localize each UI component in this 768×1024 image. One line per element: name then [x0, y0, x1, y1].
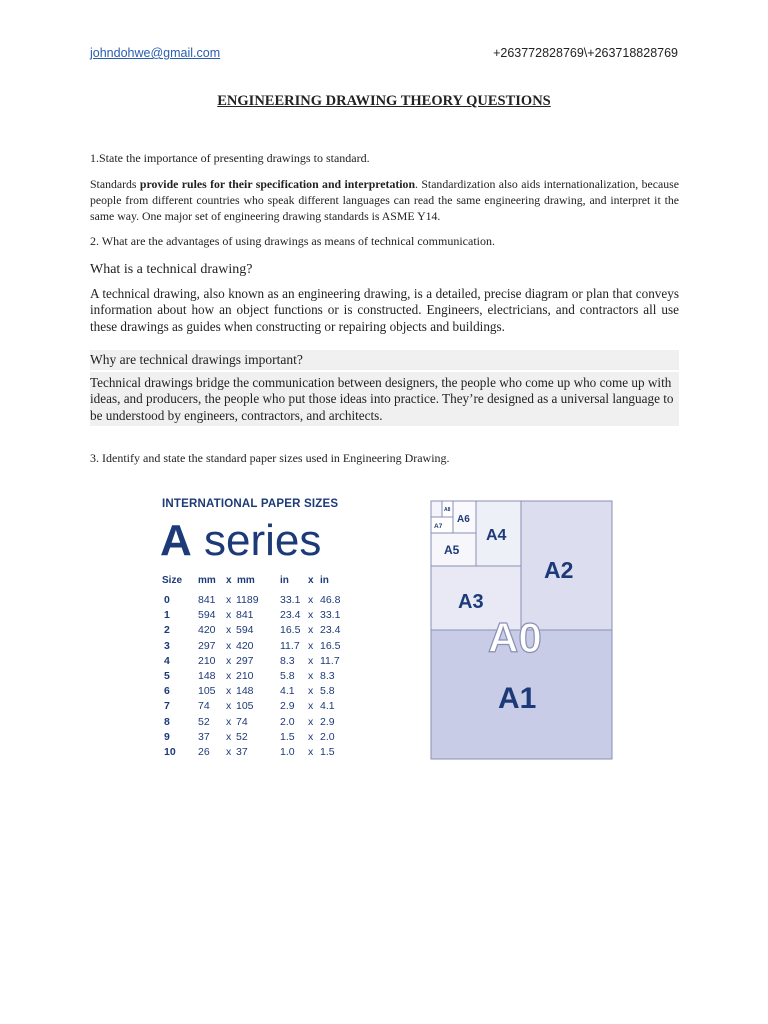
paper-table-cell: 2: [164, 624, 170, 637]
paper-table-cell: x: [308, 715, 314, 728]
paper-table-cell: 11.7: [320, 654, 340, 667]
paper-table-cell: 1.0: [280, 746, 295, 758]
paper-sizes-table-figure: [160, 498, 350, 768]
paper-table-row: [160, 685, 350, 700]
paper-table-cell: x: [226, 715, 232, 728]
paper-table-cell: 16.5: [280, 624, 301, 637]
answer-why-important: Technical drawings bridge the communication between designers, the people who come up who come up with ideas, and producers, the people who put those ideas into practice. They’re designed as a universal language to be understood by engineers, contractors, and architects.: [90, 375, 674, 423]
paper-table-cell: x: [226, 609, 232, 622]
paper-table-cell: 297: [198, 639, 216, 652]
a-series-letter: A: [160, 516, 192, 565]
page-title: ENGINEERING DRAWING THEORY QUESTIONS: [217, 93, 551, 109]
answer-1: [90, 176, 679, 224]
paper-table-cell: 8: [164, 715, 170, 728]
paper-table-cell: 5: [164, 670, 170, 682]
question-1: 1.State the importance of presenting drawings to standard.: [90, 151, 370, 165]
question-2: 2. What are the advantages of using drawings as means of technical communication.: [90, 234, 495, 248]
paper-table-header-cell: mm: [237, 575, 255, 586]
paper-table-cell: 1189: [236, 594, 259, 606]
paper-table-cell: 5.8: [320, 685, 335, 698]
paper-table-cell: 2.0: [280, 715, 295, 728]
paper-table-cell: 16.5: [320, 639, 341, 652]
paper-table-cell: x: [226, 685, 232, 698]
shade-divider: [90, 370, 679, 372]
paper-table-row: [160, 746, 350, 761]
paper-table-cell: x: [226, 730, 232, 743]
paper-table-cell: x: [308, 700, 314, 713]
paper-table-cell: x: [308, 685, 314, 698]
paper-table-cell: 8.3: [280, 654, 295, 667]
page-header: [90, 46, 678, 66]
label-a8: A8: [444, 507, 451, 513]
paper-table-header-cell: mm: [198, 575, 216, 586]
paper-table-cell: 2.9: [320, 715, 335, 728]
paper-table-cell: 33.1: [320, 609, 341, 622]
label-a4: A4: [486, 527, 507, 544]
paper-table-cell: 105: [198, 685, 216, 698]
label-a2: A2: [544, 557, 574, 583]
a-series-diagram-svg: [430, 500, 613, 760]
paper-table-cell: 594: [198, 609, 216, 622]
paper-table-cell: 148: [198, 670, 216, 682]
paper-table-title: INTERNATIONAL PAPER SIZES: [162, 498, 339, 510]
paper-table-cell: x: [308, 746, 314, 758]
phone-numbers: +263772828769\+263718828769: [493, 46, 678, 60]
paper-table-cell: x: [308, 654, 314, 667]
paper-table-cell: 3: [164, 639, 170, 652]
paper-table-cell: x: [308, 639, 314, 652]
paper-table-cell: x: [226, 624, 232, 637]
paper-table-cell: 11.7: [280, 639, 300, 652]
paper-table-cell: x: [226, 670, 232, 682]
paper-table-row: [160, 655, 350, 670]
paper-table-cell: 6: [164, 685, 170, 698]
paper-table-cell: 33.1: [280, 594, 301, 606]
paper-table-cell: x: [226, 746, 232, 758]
label-a1: A1: [498, 682, 537, 715]
paper-table-cell: 210: [236, 670, 254, 682]
paper-table-cell: 23.4: [320, 624, 341, 637]
paper-table-cell: 2.0: [320, 730, 335, 743]
paper-table-row: [160, 731, 350, 746]
paper-table-row: [160, 624, 350, 639]
paper-table-cell: 594: [236, 624, 254, 637]
paper-table-cell: 0: [164, 594, 170, 606]
label-a6: A6: [457, 514, 470, 525]
answer-1-post: . Standardization also aids internationalization, because people from different countries who speak different languages can read the same engineering drawing, and interpret it the same way. One major set of engineering drawing standards is ASME Y14.: [90, 177, 679, 223]
paper-table-cell: 8.3: [320, 670, 335, 682]
paper-table-cell: x: [308, 670, 314, 682]
paper-table-cell: 4.1: [320, 700, 335, 713]
question-3: 3. Identify and state the standard paper sizes used in Engineering Drawing.: [90, 451, 450, 465]
paper-table-cell: 148: [236, 685, 254, 698]
paper-table-header-cell: x: [308, 575, 314, 586]
paper-table-cell: 5.8: [280, 670, 295, 682]
paper-table-row: [160, 609, 350, 624]
paper-table-cell: 10: [164, 746, 176, 758]
paper-table-cell: x: [226, 654, 232, 667]
label-a3: A3: [458, 591, 484, 613]
paper-table-cell: 1.5: [280, 730, 295, 743]
paper-table-cell: 23.4: [280, 609, 301, 622]
paper-table-cell: 9: [164, 730, 170, 743]
paper-table-cell: x: [226, 594, 232, 606]
paper-table-row: [160, 594, 350, 609]
paper-table-cell: x: [308, 730, 314, 743]
heading-why-important: Why are technical drawings important?: [90, 352, 303, 367]
answer-technical-drawing: A technical drawing, also known as an engineering drawing, is a detailed, precise diagram or plan that conveys information about how an object functions or is constructed. Engineers, electricians, and contractors all use these drawings as guides when constructing or repairing objects and buildings.: [90, 286, 679, 334]
paper-table-cell: 52: [236, 730, 248, 743]
paper-table-cell: 74: [198, 700, 210, 713]
paper-table-cell: x: [308, 594, 314, 606]
email-link[interactable]: johndohwe@gmail.com: [90, 46, 221, 60]
paper-table-cell: 841: [236, 609, 254, 622]
paper-table-cell: 2.9: [280, 700, 295, 713]
paper-table-cell: 52: [198, 715, 210, 728]
paper-table-cell: 26: [198, 746, 210, 758]
paper-table-cell: 7: [164, 700, 170, 713]
paper-table-row: [160, 700, 350, 715]
a-series-heading: [160, 516, 321, 566]
paper-table-cell: 37: [236, 746, 248, 758]
paper-table-row: [160, 716, 350, 731]
label-a0: A0: [488, 614, 542, 661]
a-series-word: series: [191, 516, 322, 565]
label-a5: A5: [444, 543, 460, 557]
answer-1-bold: provide rules for their specification and interpretation: [139, 177, 416, 191]
paper-table-cell: x: [308, 609, 314, 622]
paper-table-cell: 37: [198, 730, 210, 743]
a-series-diagram: [430, 500, 613, 760]
paper-table-row: [160, 670, 350, 685]
paper-table-cell: 46.8: [320, 594, 341, 606]
paper-table-header: [160, 575, 350, 590]
paper-table-header-cell: Size: [162, 575, 183, 586]
paper-table-cell: x: [308, 624, 314, 637]
paper-table-row: [160, 640, 350, 655]
paper-table-cell: 210: [198, 654, 216, 667]
paper-table-header-cell: x: [226, 575, 232, 586]
paper-table-header-cell: in: [280, 575, 289, 586]
paper-table-cell: 841: [198, 594, 216, 606]
paper-table-cell: x: [226, 639, 232, 652]
heading-what-is-technical-drawing: What is a technical drawing?: [90, 262, 253, 277]
paper-table-cell: 4: [164, 654, 170, 667]
paper-table-cell: 1.5: [320, 746, 335, 758]
paper-table-header-cell: in: [320, 575, 329, 586]
label-a7: A7: [434, 523, 443, 530]
paper-table-cell: 105: [236, 700, 254, 713]
paper-table-cell: x: [226, 700, 232, 713]
paper-table-cell: 4.1: [280, 685, 295, 698]
paper-table-cell: 74: [236, 715, 248, 728]
paper-table-cell: 420: [236, 639, 254, 652]
paper-table-cell: 420: [198, 624, 216, 637]
answer-1-pre: Standards: [90, 177, 140, 191]
paper-table-cell: 297: [236, 654, 254, 667]
paper-table-cell: 1: [164, 609, 170, 622]
